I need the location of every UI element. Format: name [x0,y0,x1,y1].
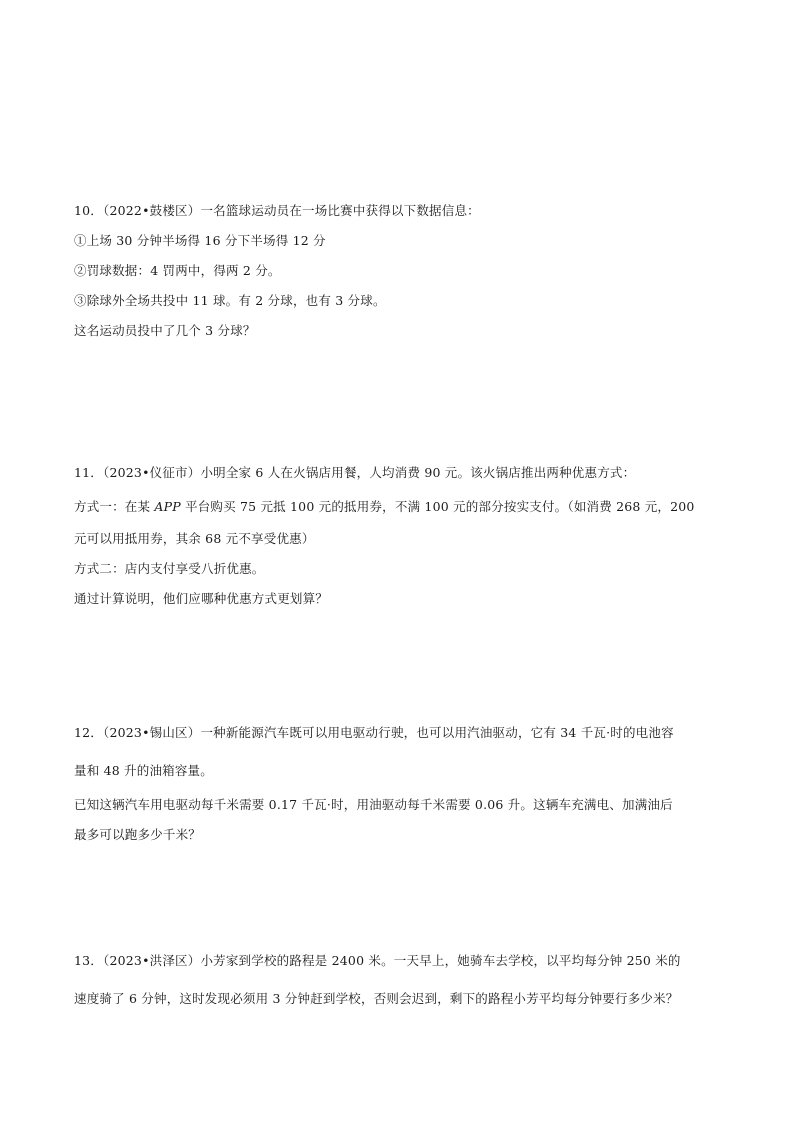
question-11-option-1-cont: 元可以用抵用券，其余 68 元不享受优惠） [74,531,315,546]
question-10-ask: 这名运动员投中了几个 3 分球？ [74,323,256,338]
question-11-stem: 11．（2023•仪征市）小明全家 6 人在火锅店用餐，人均消费 90 元。该火锅店推出两种优惠方式： [74,465,636,480]
question-10-info-1: ①上场 30 分钟半场得 16 分下半场得 12 分 [74,233,326,248]
question-11-option-1-app: APP [154,499,181,514]
question-11-option-1-before: 方式一：在某 [74,499,155,514]
question-13-ask: 速度骑了 6 分钟，这时发现必须用 3 分钟赶到学校，否则会迟到，剩下的路程小芳平均每分钟要行多少米？ [74,991,679,1006]
question-12-ask: 最多可以跑多少千米？ [74,827,202,842]
question-12-info: 已知这辆汽车用电驱动每千米需要 0.17 千瓦·时，用油驱动每千米需要 0.06 升。这辆车充满电、加满油后 [74,797,673,812]
question-10-info-2: ②罚球数据：4 罚两中，得两 2 分。 [74,263,281,278]
question-12-stem: 12．（2023•锡山区）一种新能源汽车既可以用电驱动行驶，也可以用汽油驱动，它有 34 千瓦·时的电池容 [74,725,674,740]
question-10-info-3: ③除球外全场共投中 11 球。有 2 分球，也有 3 分球。 [74,293,386,308]
question-11-ask: 通过计算说明，他们应哪种优惠方式更划算？ [74,591,329,606]
question-13-stem: 13．（2023•洪泽区）小芳家到学校的路程是 2400 米。一天早上，她骑车去学校，以平均每分钟 250 米的 [74,953,681,968]
question-12-stem-cont: 量和 48 升的油箱容量。 [74,763,213,778]
question-10-stem: 10．（2022•鼓楼区）一名篮球运动员在一场比赛中获得以下数据信息： [74,203,480,218]
question-13 [74,942,726,1018]
question-12 [74,714,726,850]
question-11-option-1 [74,490,726,524]
question-10 [74,196,726,346]
question-11-option-1-after: 平台购买 75 元抵 100 元的抵用券，不满 100 元的部分按实支付。（如消费 268 元，200 [180,499,695,514]
question-11 [74,456,726,614]
question-11-option-2: 方式二：店内支付享受八折优惠。 [74,561,265,576]
